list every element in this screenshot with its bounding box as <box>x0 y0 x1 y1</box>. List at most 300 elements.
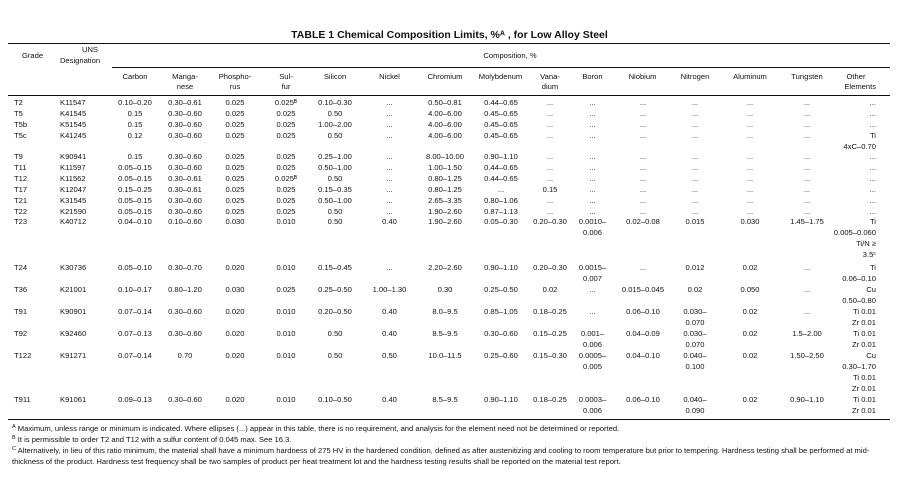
cell-other: 0.005–0.060 <box>833 228 876 238</box>
cell-uns: K92460 <box>60 329 87 338</box>
cell-carbon: 0.05–0.15 <box>118 195 152 205</box>
cell-b: ... <box>589 162 596 172</box>
cell-s: 0.010 <box>276 307 296 316</box>
cell-other: ... <box>869 162 876 172</box>
cell-mn: 0.80–1.20 <box>168 285 202 294</box>
cell-p: 0.025 <box>225 195 245 205</box>
cell-mo: 0.45–0.65 <box>484 119 518 129</box>
cell-mn: 0.30–0.61 <box>168 184 202 194</box>
header-vanadium-2: dium <box>541 82 559 91</box>
cell-other: Cu <box>866 285 876 294</box>
footnote-c <box>12 444 890 467</box>
cell-al: ... <box>746 173 754 183</box>
cell-p: 0.020 <box>225 329 245 338</box>
cell-si: 0.25–1.00 <box>318 152 352 161</box>
cell-carbon: 0.09–0.13 <box>118 395 152 404</box>
cell-n: 0.012 <box>685 263 705 272</box>
cell-v: ... <box>546 119 554 129</box>
header-carbon: Carbon <box>122 72 148 81</box>
cell-other: ... <box>869 173 876 183</box>
cell-carbon: 0.05–0.15 <box>118 162 152 172</box>
cell-al: ... <box>746 152 754 161</box>
cell-other: ... <box>869 108 876 118</box>
cell-p: 0.020 <box>225 263 245 272</box>
footnote-a-mark: A <box>12 424 16 430</box>
cell-s: 0.025 <box>276 119 296 129</box>
cell-n: ... <box>691 130 699 140</box>
cell-other: 3.5ᶜ <box>862 250 876 260</box>
cell-w: 1.5–2.00 <box>792 329 822 338</box>
cell-carbon: 0.15 <box>127 152 143 161</box>
cell-w: ... <box>803 307 811 316</box>
cell-carbon: 0.15 <box>127 108 143 118</box>
cell-cr: 8.5–9.5 <box>432 395 458 404</box>
cell-w: ... <box>803 108 811 118</box>
cell-carbon: 0.05–0.15 <box>118 206 152 216</box>
cell-al: ... <box>746 98 754 107</box>
header-composition: Composition, % <box>483 51 537 60</box>
cell-s: 0.010 <box>276 217 296 227</box>
cell-v: ... <box>546 195 554 205</box>
cell-n: 0.100 <box>685 361 705 371</box>
cell-mn: 0.30–0.60 <box>168 195 202 205</box>
bottom-rule <box>8 419 890 420</box>
cell-nb: ... <box>639 184 647 194</box>
cell-v: 0.15–0.30 <box>533 351 567 360</box>
cell-ni: 0.50 <box>382 351 397 360</box>
cell-ni: ... <box>386 98 393 107</box>
cell-al: ... <box>746 130 754 140</box>
cell-nb: ... <box>639 152 647 161</box>
cell-b: 0.006 <box>582 339 602 349</box>
cell-other: Ti <box>869 217 876 227</box>
cell-other: Zr 0.01 <box>851 317 876 327</box>
cell-grade: T24 <box>14 263 28 272</box>
cell-other: ... <box>869 98 876 107</box>
cell-uns: K11562 <box>60 173 86 183</box>
cell-v: ... <box>546 162 554 172</box>
cell-ni: ... <box>386 130 393 140</box>
cell-nb: 0.02–0.08 <box>626 217 660 227</box>
cell-p: 0.025 <box>225 184 245 194</box>
cell-si: 0.15–0.35 <box>318 184 352 194</box>
cell-uns: K90941 <box>60 152 87 161</box>
cell-other: ... <box>869 195 876 205</box>
cell-other: Zr 0.01 <box>851 383 876 393</box>
cell-s: 0.025 <box>276 206 296 216</box>
cell-si: 0.25–0.50 <box>318 285 352 294</box>
header-bottom-rule <box>8 95 890 96</box>
cell-si: 0.50 <box>327 108 343 118</box>
footnote-a-text: Maximum, unless range or minimum is indicated. Where ellipses (...) appear in this table, there is no requirement, and analysis for the element need not be determined or reported. <box>15 424 620 433</box>
cell-mo: 0.44–0.65 <box>484 98 518 107</box>
cell-p: 0.020 <box>225 307 245 316</box>
cell-mn: 0.30–0.60 <box>168 206 202 216</box>
cell-ni: ... <box>386 206 393 216</box>
header-vanadium-1: Vana- <box>540 72 560 81</box>
cell-ni: 0.40 <box>382 395 397 404</box>
cell-b: ... <box>589 108 596 118</box>
cell-nb: ... <box>639 195 647 205</box>
cell-grade: T36 <box>14 285 28 294</box>
cell-b: ... <box>589 285 596 294</box>
cell-nb: 0.06–0.10 <box>626 307 660 316</box>
cell-mo: 0.30–0.60 <box>484 329 518 338</box>
cell-mo: 0.90–1.10 <box>484 152 518 161</box>
cell-al: 0.02 <box>742 395 758 404</box>
cell-other: Ti 0.01 <box>853 329 876 338</box>
cell-mn: 0.30–0.60 <box>168 152 202 161</box>
cell-other: Ti <box>869 130 876 140</box>
cell-uns: K30736 <box>60 263 87 272</box>
footnote-c-mark: C <box>12 446 16 452</box>
cell-p: 0.025 <box>225 98 245 107</box>
cell-mo: 0.90–1.10 <box>484 395 518 404</box>
cell-n: 0.070 <box>685 317 705 327</box>
cell-grade: T2 <box>14 98 23 107</box>
cell-uns: K41245 <box>60 130 87 140</box>
cell-nb: ... <box>639 162 647 172</box>
cell-p: 0.025 <box>225 108 245 118</box>
cell-uns: K91061 <box>60 395 87 404</box>
header-sulfur-1: Sul- <box>279 72 293 81</box>
cell-mn: 0.30–0.70 <box>168 263 202 272</box>
composition-rule <box>112 67 890 68</box>
cell-carbon: 0.07–0.14 <box>118 351 152 360</box>
cell-carbon: 0.10–0.20 <box>118 98 152 107</box>
cell-n: 0.015 <box>685 217 705 227</box>
cell-grade: T5c <box>14 130 27 140</box>
header-aluminum: Aluminum <box>733 72 767 81</box>
cell-v: 0.18–0.25 <box>533 307 567 316</box>
cell-w: 1.50–2.50 <box>790 351 824 360</box>
cell-uns: K31545 <box>60 195 87 205</box>
cell-s: 0.025 <box>276 184 296 194</box>
cell-w: ... <box>803 162 811 172</box>
cell-mo: 0.44–0.65 <box>484 162 518 172</box>
cell-cr: 0.80–1.25 <box>428 173 462 183</box>
cell-mo: 0.85–1.05 <box>484 307 518 316</box>
header-nitrogen: Nitrogen <box>680 72 710 81</box>
cell-other: ... <box>869 206 876 216</box>
cell-s: 0.025 <box>276 162 296 172</box>
cell-ni: 1.00–1.30 <box>372 285 407 294</box>
cell-mo: 0.44–0.65 <box>484 173 518 183</box>
cell-grade: T5 <box>14 108 23 118</box>
cell-al: ... <box>746 108 754 118</box>
cell-b: 0.006 <box>582 405 602 415</box>
cell-uns: K11547 <box>60 98 86 107</box>
cell-cr: 1.00–1.50 <box>428 162 462 172</box>
cell-v: 0.15 <box>542 184 558 194</box>
cell-p: 0.030 <box>225 285 245 294</box>
cell-b: 0.0015– <box>578 263 607 272</box>
cell-n: 0.040– <box>683 351 707 360</box>
cell-si: 0.10–0.30 <box>318 98 352 107</box>
cell-b: 0.005 <box>582 361 602 371</box>
cell-si: 0.10–0.50 <box>318 395 352 404</box>
cell-al: 0.02 <box>742 351 758 360</box>
header-chromium: Chromium <box>427 72 463 81</box>
cell-al: ... <box>746 195 754 205</box>
cell-uns: K11597 <box>60 162 86 172</box>
cell-al: 0.030 <box>740 217 760 227</box>
cell-al: 0.02 <box>742 263 758 272</box>
header-sulfur-2: fur <box>281 82 291 91</box>
header-other-1: Other <box>846 72 866 81</box>
cell-s: 0.025 <box>276 130 296 140</box>
cell-grade: T911 <box>14 395 31 404</box>
header-nickel: Nickel <box>379 72 400 81</box>
cell-ni: ... <box>386 152 393 161</box>
cell-b: ... <box>589 152 596 161</box>
cell-grade: T122 <box>14 351 32 360</box>
cell-p: 0.030 <box>225 217 245 227</box>
cell-mo: 0.25–0.60 <box>484 351 518 360</box>
cell-si: 0.50 <box>327 329 343 338</box>
cell-w: ... <box>803 184 811 194</box>
cell-al: 0.02 <box>742 329 758 338</box>
table-title: TABLE 1 Chemical Composition Limits, %ᴬ , for Low Alloy Steel <box>291 29 608 41</box>
cell-grade: T12 <box>14 173 28 183</box>
header-manganese-2: nese <box>176 82 194 91</box>
cell-al: ... <box>746 184 754 194</box>
header-other-2: Elements <box>844 82 876 91</box>
cell-cr: 1.90–2.60 <box>428 206 462 216</box>
cell-cr: 10.0–11.5 <box>428 351 462 360</box>
cell-w: ... <box>803 130 811 140</box>
cell-carbon: 0.07–0.14 <box>118 307 152 316</box>
cell-si: 0.50 <box>327 351 343 360</box>
cell-n: ... <box>691 184 699 194</box>
cell-uns: K40712 <box>60 217 87 227</box>
cell-other: ... <box>869 119 876 129</box>
header-uns-1: UNS <box>81 45 99 54</box>
cell-cr: 8.00–10.00 <box>425 152 464 161</box>
cell-cr: 8.5–9.5 <box>432 329 458 338</box>
cell-si: 0.15–0.45 <box>318 263 352 272</box>
header-tungsten: Tungsten <box>791 72 823 81</box>
cell-si: 1.00–2.00 <box>318 119 352 129</box>
cell-n: 0.040– <box>683 395 707 404</box>
cell-nb: ... <box>639 119 647 129</box>
cell-s: 0.025 <box>276 195 296 205</box>
cell-cr: 4.00–6.00 <box>428 108 462 118</box>
cell-nb: ... <box>639 98 647 107</box>
cell-other: 0.06–0.10 <box>842 273 876 283</box>
cell-uns: K51545 <box>60 119 87 129</box>
cell-al: ... <box>746 206 754 216</box>
header-silicon: Silicon <box>323 72 347 81</box>
cell-other: Zr 0.01 <box>851 339 876 349</box>
cell-ni: ... <box>386 162 393 172</box>
cell-uns: K41545 <box>60 108 87 118</box>
cell-p: 0.025 <box>225 152 245 161</box>
cell-mo: ... <box>497 184 505 194</box>
header-phosphorus-1: Phospho- <box>218 72 252 81</box>
cell-si: 0.50 <box>327 206 343 216</box>
cell-s: 0.025ᴮ <box>274 173 298 183</box>
cell-w: ... <box>803 195 811 205</box>
cell-grade: T11 <box>14 162 27 172</box>
cell-nb: 0.04–0.09 <box>626 329 660 338</box>
cell-si: 0.50 <box>327 130 343 140</box>
cell-mn: 0.30–0.60 <box>168 329 202 338</box>
cell-w: ... <box>803 173 811 183</box>
cell-mo: 0.25–0.50 <box>484 285 518 294</box>
cell-grade: T22 <box>14 206 28 216</box>
cell-mo: 0.80–1.06 <box>484 195 518 205</box>
cell-v: ... <box>546 108 554 118</box>
cell-si: 0.50 <box>327 173 343 183</box>
cell-v: 0.18–0.25 <box>533 395 567 404</box>
cell-other: 0.50–0.80 <box>842 295 876 305</box>
cell-n: ... <box>691 119 699 129</box>
footnote-b-mark: B <box>12 435 16 441</box>
cell-nb: 0.015–0.045 <box>621 285 665 294</box>
cell-ni: 0.40 <box>382 307 397 316</box>
cell-v: 0.15–0.25 <box>533 329 567 338</box>
cell-b: ... <box>589 195 596 205</box>
cell-grade: T5b <box>14 119 28 129</box>
cell-v: 0.20–0.30 <box>533 263 567 272</box>
cell-cr: 0.50–0.81 <box>428 98 462 107</box>
cell-p: 0.020 <box>225 395 245 404</box>
cell-ni: ... <box>386 184 393 194</box>
cell-b: 0.007 <box>582 273 602 283</box>
cell-p: 0.025 <box>225 173 245 183</box>
cell-cr: 4.00–6.00 <box>428 119 462 129</box>
cell-mo: 0.05–0.30 <box>484 217 518 227</box>
cell-other: Ti 0.01 <box>853 372 876 382</box>
cell-n: ... <box>691 152 699 161</box>
cell-grade: T91 <box>14 307 28 316</box>
cell-mo: 0.90–1.10 <box>484 263 518 272</box>
cell-nb: ... <box>639 108 647 118</box>
cell-mn: 0.30–0.60 <box>168 108 202 118</box>
cell-b: ... <box>589 206 596 216</box>
cell-n: 0.02 <box>687 285 703 294</box>
top-rule <box>8 43 890 44</box>
cell-ni: 0.40 <box>382 217 397 227</box>
cell-p: 0.020 <box>225 351 245 360</box>
header-phosphorus-2: rus <box>229 82 241 91</box>
cell-ni: ... <box>386 263 393 272</box>
cell-v: ... <box>546 206 554 216</box>
cell-si: 0.50–1.00 <box>318 195 352 205</box>
cell-b: ... <box>589 173 596 183</box>
cell-w: ... <box>803 285 811 294</box>
cell-mn: 0.30–0.60 <box>168 119 202 129</box>
cell-s: 0.010 <box>276 395 296 404</box>
cell-b: ... <box>589 184 596 194</box>
cell-b: 0.0003– <box>578 395 607 404</box>
cell-carbon: 0.15 <box>127 119 143 129</box>
cell-s: 0.025 <box>276 108 296 118</box>
cell-mn: 0.30–0.60 <box>168 130 202 140</box>
cell-mn: 0.10–0.60 <box>168 217 202 227</box>
cell-p: 0.025 <box>225 130 245 140</box>
header-niobium: Niobium <box>628 72 657 81</box>
cell-b: ... <box>589 130 596 140</box>
cell-grade: T92 <box>14 329 28 338</box>
cell-nb: ... <box>639 263 647 272</box>
cell-carbon: 0.10–0.17 <box>118 285 152 294</box>
cell-other: ... <box>869 184 876 194</box>
cell-cr: 1.90–2.60 <box>428 217 462 227</box>
footnote-c-text: Alternatively, in lieu of this ratio minimum, the material shall have a minimum hardness of 275 HV in the hardened condition, defined as after austenitizing and cooling to room temperature but prior to tempering. Hardness testing shall be performed at mid-thickness of the product. Hardness test frequency shall be two samples of product per heat treatment lot and the hardness testing results shall be reported on the material test report. <box>12 446 870 466</box>
cell-n: ... <box>691 108 699 118</box>
cell-n: 0.030– <box>683 329 707 338</box>
cell-v: ... <box>546 98 554 107</box>
header-grade: Grade <box>22 51 44 60</box>
cell-mn: 0.30–0.60 <box>168 307 202 316</box>
cell-grade: T9 <box>14 152 23 161</box>
cell-mo: 0.45–0.65 <box>484 130 518 140</box>
cell-n: 0.090 <box>685 405 705 415</box>
cell-carbon: 0.12 <box>127 130 143 140</box>
cell-carbon: 0.15–0.25 <box>118 184 152 194</box>
cell-n: ... <box>691 206 699 216</box>
header-manganese-1: Manga- <box>172 72 198 81</box>
cell-w: ... <box>803 98 811 107</box>
cell-uns: K91271 <box>60 351 87 360</box>
cell-mn: 0.30–0.60 <box>168 162 202 172</box>
cell-carbon: 0.07–0.13 <box>118 329 152 338</box>
cell-n: 0.030– <box>683 307 707 316</box>
cell-v: ... <box>546 130 554 140</box>
cell-ni: ... <box>386 119 393 129</box>
cell-s: 0.010 <box>276 329 296 338</box>
cell-p: 0.025 <box>225 119 245 129</box>
cell-b: 0.0010– <box>578 217 607 227</box>
cell-al: 0.050 <box>740 285 760 294</box>
cell-cr: 4.00–6.00 <box>428 130 462 140</box>
cell-mn: 0.30–0.60 <box>168 395 202 404</box>
cell-p: 0.025 <box>225 162 245 172</box>
cell-b: 0.006 <box>582 228 602 238</box>
cell-s: 0.025ᴮ <box>274 98 298 107</box>
cell-w: 0.90–1.10 <box>790 395 824 404</box>
cell-carbon: 0.05–0.10 <box>118 263 152 272</box>
cell-other: Ti 0.01 <box>853 395 876 404</box>
cell-other: 4xC–0.70 <box>843 141 876 151</box>
cell-w: 1.45–1.75 <box>790 217 824 227</box>
cell-other: 0.30–1.70 <box>842 361 876 371</box>
cell-w: ... <box>803 119 811 129</box>
cell-al: ... <box>746 119 754 129</box>
cell-cr: 2.20–2.60 <box>428 263 462 272</box>
cell-n: ... <box>691 195 699 205</box>
footnote-b-text: It is permissible to order T2 and T12 with a sulfur content of 0.045 max. See 16.3. <box>15 435 292 444</box>
cell-b: 0.0005– <box>578 351 607 360</box>
cell-nb: ... <box>639 130 647 140</box>
cell-uns: K21590 <box>60 206 87 216</box>
cell-w: ... <box>803 263 811 272</box>
cell-n: ... <box>691 173 699 183</box>
cell-si: 0.50 <box>327 217 343 227</box>
cell-v: ... <box>546 173 554 183</box>
cell-other: Ti/N ≥ <box>856 239 876 249</box>
cell-al: ... <box>746 162 754 172</box>
cell-p: 0.025 <box>225 206 245 216</box>
cell-nb: 0.06–0.10 <box>626 395 660 404</box>
cell-b: 0.001– <box>580 329 605 338</box>
cell-s: 0.025 <box>276 152 296 161</box>
cell-grade: T23 <box>14 217 28 227</box>
header-boron: Boron <box>582 72 603 81</box>
cell-v: ... <box>546 152 554 161</box>
